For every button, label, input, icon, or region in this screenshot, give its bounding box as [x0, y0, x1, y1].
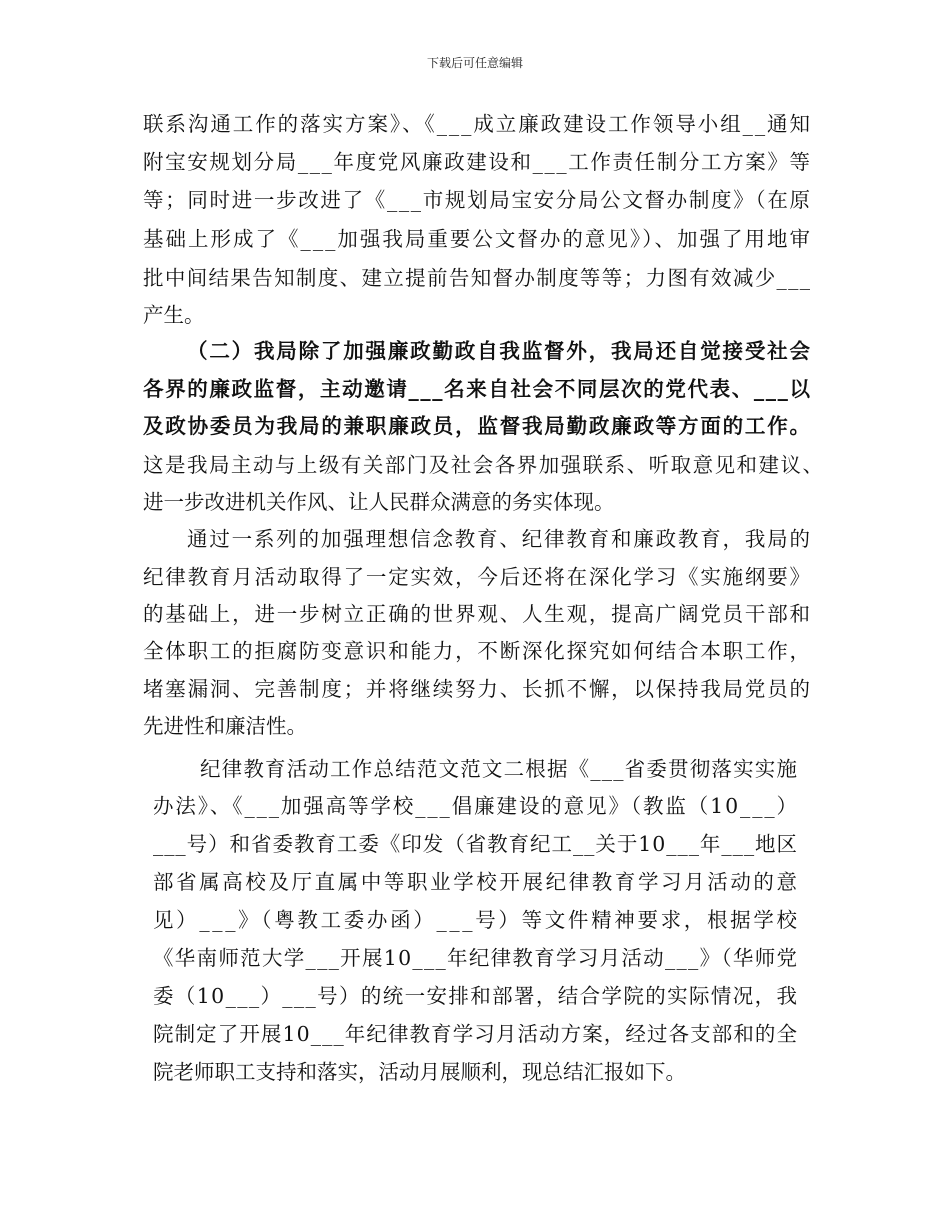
- text-line: 先进性和廉洁性。: [143, 714, 307, 738]
- text-line: 批中间结果告知制度、建立提前告知督办制度等等；力图有效减少___: [143, 266, 812, 290]
- text-line: 《华南师范大学___开展10___年纪律教育学习月活动___》（华师党: [153, 946, 799, 970]
- text-line: 产生。: [143, 303, 205, 327]
- text-line: 全体职工的拒腐防变意识和能力，不断深化探究如何结合本职工作，: [143, 639, 812, 663]
- text-line: 办法》、《___加强高等学校___倡廉建设的意见》（教监（10___）: [153, 794, 799, 818]
- text-line: 进一步改进机关作风、让人民群众满意的务实体现。: [143, 490, 615, 514]
- text-line: 的基础上，进一步树立正确的世界观、人生观，提高广阔党员干部和: [143, 602, 812, 626]
- text-line: 各界的廉政监督，主动邀请___名来自社会不同层次的党代表、___以: [143, 377, 812, 401]
- text-line: 院制定了开展10___年纪律教育学习月活动方案，经过各支部和的全: [153, 1022, 799, 1046]
- text-line: （二）我局除了加强廉政勤政自我监督外，我局还自觉接受社会: [187, 339, 812, 363]
- text-line: 这是我局主动与上级有关部门及社会各界加强联系、听取意见和建议、: [143, 453, 825, 477]
- text-line: 等；同时进一步改进了《___市规划局宝安分局公文督办制度》（在原: [143, 188, 812, 212]
- text-line: 基础上形成了《___加强我局重要公文督办的意见》）、加强了用地审: [143, 227, 813, 251]
- text-line: 联系沟通工作的落实方案》、《___成立廉政建设工作领导小组__通知: [143, 112, 812, 136]
- text-line: 纪律教育活动工作总结范文范文二根据《___省委贯彻落实实施: [200, 757, 799, 781]
- text-line: ___号）和省委教育工委《印发（省教育纪工__关于10___年___地区: [153, 832, 798, 856]
- text-line: 纪律教育月活动取得了一定实效，今后还将在深化学习《实施纲要》: [143, 565, 812, 589]
- text-line: 堵塞漏洞、完善制度；并将继续努力、长抓不懈，以保持我局党员的: [143, 677, 812, 701]
- text-line: 委（10___）___号）的统一安排和部署，结合学院的实际情况，我: [153, 984, 799, 1008]
- text-line: 见）___》（粤教工委办函）___号）等文件精神要求，根据学校: [153, 908, 800, 932]
- text-line: 通过一系列的加强理想信念教育、纪律教育和廉政教育，我局的: [187, 527, 812, 551]
- text-line: 附宝安规划分局___年度党风廉政建设和___工作责任制分工方案》等: [143, 150, 812, 174]
- text-line: 部省属高校及厅直属中等职业学校开展纪律教育学习月活动的意: [153, 870, 800, 894]
- text-line: 院老师职工支持和落实，活动月展顺利，现总结汇报如下。: [153, 1060, 686, 1084]
- text-line: 及政协委员为我局的兼职廉政员，监督我局勤政廉政等方面的工作。: [143, 414, 812, 438]
- page-header: 下载后可任意编辑: [426, 56, 523, 70]
